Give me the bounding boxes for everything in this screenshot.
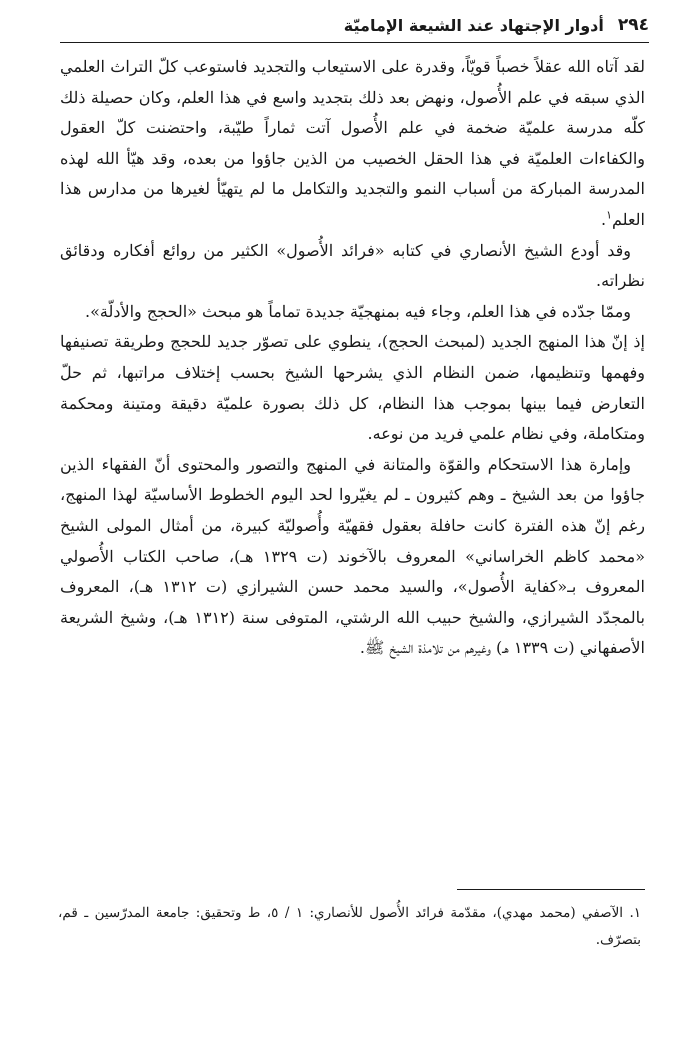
page-number: ٢٩٤ <box>617 15 649 35</box>
main-text <box>60 52 645 664</box>
running-title: أدوار الإجتهاد عند الشيعة الإماميّة <box>343 15 604 35</box>
paragraph-3: وممّا جدّده في هذا العلم، وجاء فيه بمنهجيّة جديدة تماماً هو مبحث «الحجج والأدلّة». <box>85 301 631 321</box>
paragraph-1-text: لقد آتاه الله عقلاً خصباً قويّاً، وقدرة على الاستيعاب والتجديد فاستوعب كلّ التراث العلمي الذي سبقه في علم الأُصول، ونهض بعد ذلك بتجديد واسع في هذا العلم، وكان حصيلة ذلك كلّه مدرسة علميّة ضخمة في علم الأُصول آتت ثماراً طيّبة، واحتضنت كلّ العقول والكفاءات العلميّة في هذا الحقل الخصيب من الذين جاؤوا من بعده، وقد هيّأ الله لهذه المدرسة المباركة من أسباب النمو والتجديد والتكامل ما لم يتهيّأ لغيرها من مدارس هذا العلم <box>60 57 646 229</box>
paragraph-2: وقد أودع الشيخ الأنصاري في كتابه «فرائد الأُصول» الكثير من روائع أفكاره ودقائق نظراته. <box>60 240 645 291</box>
footnote-reference: ١ <box>606 208 613 222</box>
footnote: ١. الآصفي (محمد مهدي)، مقدّمة فرائد الأُصول للأنصاري: ١ / ٥، ط وتحقيق: جامعة المدرّسين ـ قم، بتصرّف. <box>58 905 641 948</box>
footnote-divider <box>457 889 645 890</box>
paragraph-4: إذ إنّ هذا المنهج الجديد (لمبحث الحجج)، ينطوي على تصوّر جديد للحجج وطريقة تصنيفها وفهمها وتنظيمها، ضمن النظام الذي يشرحها الشيخ بحسب إختلاف مراتبها، ثم حلّ التعارض فيما بينها بموجب هذا النظام، كل ذلك بصورة علميّة دقيقة ومتينة ومحكمة ومتكاملة، وفي نظام علمي فريد من نوعه. <box>60 332 645 444</box>
paragraph-5: وإمارة هذا الاستحكام والقوّة والمتانة في المنهج والتصور والمحتوى أنّ الفقهاء الذين جاؤوا من بعد الشيخ ـ وهم كثيرون ـ لم يغيّروا لحد اليوم الخطوط الأساسيّة لهذا المنهج، رغم إنّ هذه الفترة كانت حافلة بعقول فقهيّة وأُصوليّة كبيرة، من أمثال المولى الشيخ «محمد كاظم الخراساني» المعروف بالآخوند (ت ١٣٢٩ هـ)، صاحب الكتاب الأُصولي المعروف بـ«كفاية الأُصول»، والسيد محمد حسن الشيرازي (ت ١٣١٢ هـ)، المعروف بالمجدّد الشيرازي، والشيخ حبيب الله الرشتي، المتوفى سنة (١٣١٢ هـ)، وشيخ الشريعة الأصفهاني (ت ١٣٣٩ هـ) وغيرهم من تلامذة الشيخ ﷺ. <box>60 454 646 658</box>
running-header <box>60 8 649 43</box>
paragraph-1: لقد آتاه الله عقلاً خصباً قويّاً، وقدرة على الاستيعاب والتجديد فاستوعب كلّ التراث العلمي الذي سبقه في علم الأُصول، ونهض بعد ذلك بتجديد واسع في هذا العلم، وكان حصيلة ذلك كلّه مدرسة علميّة ضخمة في علم الأُصول آتت ثماراً طيّبة، واحتضنت كلّ العقول والكفاءات العلميّة في هذا الحقل الخصيب من الذين جاؤوا من بعده، وقد هيّأ الله لهذه المدرسة المباركة من أسباب النمو والتجديد والتكامل ما لم يتهيّأ لغيرها من مدارس هذا العلم$^١$. <box>60 57 646 229</box>
